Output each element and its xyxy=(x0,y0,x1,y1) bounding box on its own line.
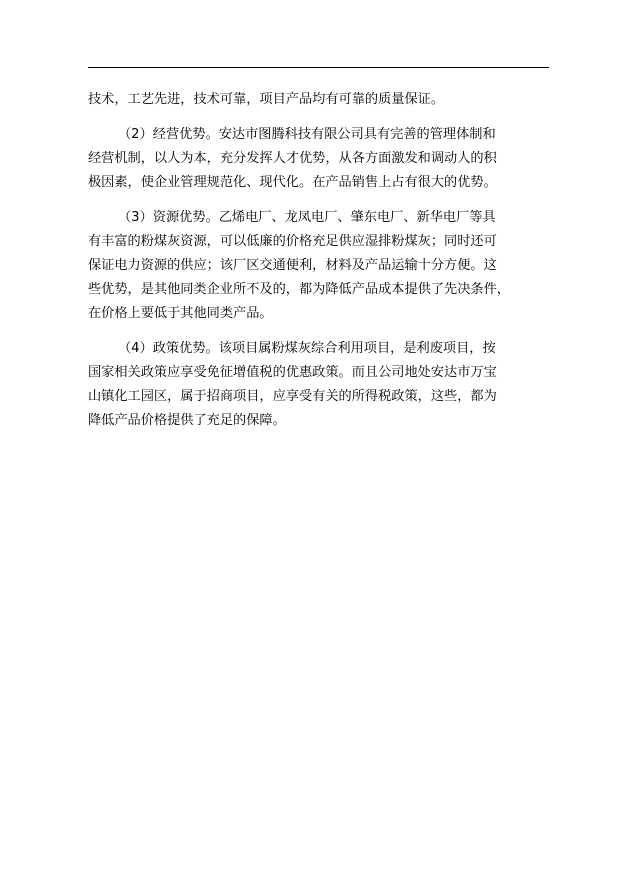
paragraph-line: 降低产品价格提供了充足的保障。 xyxy=(88,413,286,428)
paragraph-line: 国家相关政策应享受免征增值税的优惠政策。而且公司地处安达市万宝 xyxy=(88,365,497,380)
paragraph-line: 些优势，是其他同类企业所不及的，都为降低产品成本提供了先决条件， xyxy=(88,282,510,297)
paragraph-policy-advantage xyxy=(88,337,549,433)
header-rule xyxy=(88,67,549,68)
paragraph-line: 在价格上要低于其他同类产品。 xyxy=(88,306,273,321)
paragraph-line: 保证电力资源的供应；该厂区交通便利，材料及产品运输十分方便。这 xyxy=(88,258,497,273)
paragraph-resource-advantage xyxy=(88,206,549,326)
paragraph-line: （2）经营优势。安达市图腾科技有限公司具有完善的管理体制和 xyxy=(118,127,496,142)
document-body xyxy=(88,88,549,444)
paragraph-line: （3）资源优势。乙烯电厂、龙凤电厂、肇东电厂、新华电厂等具 xyxy=(118,210,496,225)
paragraph-line: 山镇化工园区，属于招商项目，应享受有关的所得税政策，这些，都为 xyxy=(88,389,497,404)
paragraph-line: 技术，工艺先进，技术可靠，项目产品均有可靠的质量保证。 xyxy=(88,92,445,107)
paragraph-line: 有丰富的粉煤灰资源，可以低廉的价格充足供应湿排粉煤灰；同时还可 xyxy=(88,234,497,249)
paragraph-line: （4）政策优势。该项目属粉煤灰综合利用项目，是利废项目，按 xyxy=(118,341,496,356)
paragraph-line: 极因素，使企业管理规范化、现代化。在产品销售上占有很大的优势。 xyxy=(88,175,497,190)
paragraph-management-advantage xyxy=(88,123,549,195)
paragraph-quality-guarantee xyxy=(88,88,549,112)
paragraph-line: 经营机制，以人为本，充分发挥人才优势，从各方面激发和调动人的积 xyxy=(88,151,497,166)
